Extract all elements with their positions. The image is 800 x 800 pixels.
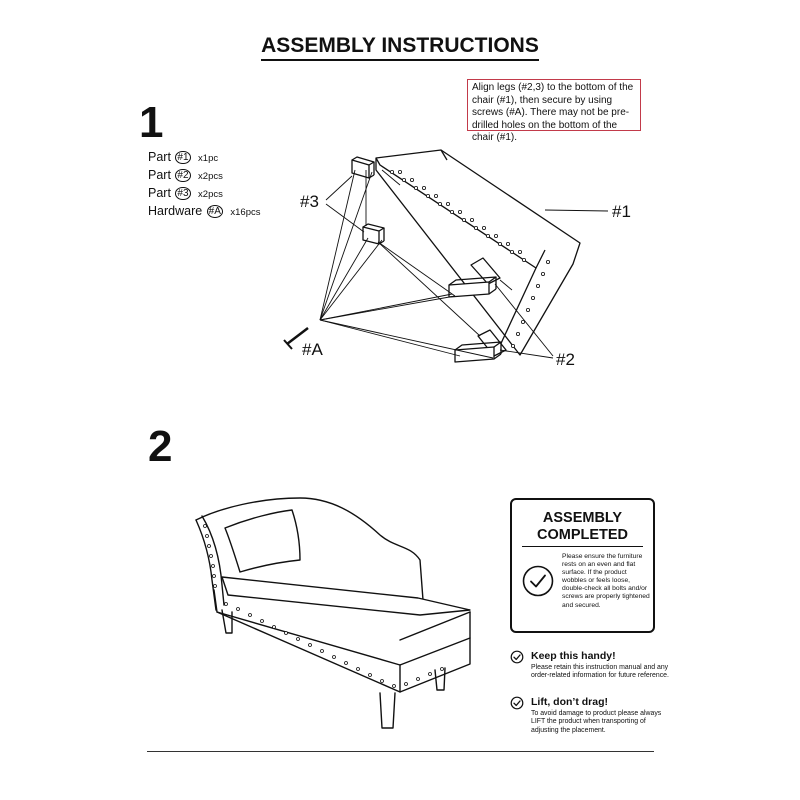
callout-screw-a: #A bbox=[302, 340, 323, 359]
tip-title-lift: Lift, don’t drag! bbox=[531, 696, 608, 708]
part-label: Part bbox=[148, 168, 171, 182]
step-2-number: 2 bbox=[148, 422, 173, 471]
part-qty: x16pcs bbox=[230, 207, 261, 218]
step-1-note: Align legs (#2,3) to the bottom of the chair (#1), then secure by using screws (#A). There may not be pre-drilled holes on the bottom of the chair (#1). bbox=[467, 79, 641, 131]
part-id-badge: #A bbox=[208, 206, 221, 217]
completed-title-line-1: ASSEMBLY bbox=[542, 510, 623, 526]
tip-text-lift: To avoid damage to product please always LIFT the product when transporting of adjusting the placement. bbox=[531, 710, 662, 734]
callout-part-1: #1 bbox=[612, 202, 631, 221]
page-title-text: ASSEMBLY INSTRUCTIONS bbox=[261, 34, 539, 61]
part-id-badge: #1 bbox=[177, 152, 189, 163]
assembly-completed-box bbox=[510, 498, 655, 633]
step-1-number: 1 bbox=[139, 98, 164, 147]
tip-title-keep-handy: Keep this handy! bbox=[531, 650, 616, 662]
completed-divider bbox=[522, 546, 643, 547]
part-label: Part bbox=[148, 186, 171, 200]
callout-part-3: #3 bbox=[300, 192, 319, 211]
part-qty: x1pc bbox=[198, 153, 219, 164]
part-label: Hardware bbox=[148, 204, 203, 218]
tip-text-keep-handy: Please retain this instruction manual and any order-related information for future reference. bbox=[531, 664, 669, 680]
completed-text: Please ensure the furniture rests on an even and flat surface. If the product wobbles or feels loose, double-check all bolts and/or screws are properly tightened and secured. bbox=[562, 553, 650, 609]
completed-title bbox=[512, 510, 653, 544]
callout-part-2: #2 bbox=[556, 350, 575, 369]
check-circle-icon bbox=[510, 696, 524, 710]
check-circle-icon bbox=[510, 650, 524, 664]
part-id-badge: #2 bbox=[177, 170, 189, 181]
part-label: Part bbox=[148, 150, 171, 164]
bottom-divider bbox=[147, 751, 654, 752]
part-qty: x2pcs bbox=[198, 171, 223, 182]
part-id-badge: #3 bbox=[177, 188, 189, 199]
part-qty: x2pcs bbox=[198, 189, 223, 200]
completed-title-line-2: COMPLETED bbox=[536, 527, 629, 543]
check-circle-icon bbox=[521, 564, 555, 598]
